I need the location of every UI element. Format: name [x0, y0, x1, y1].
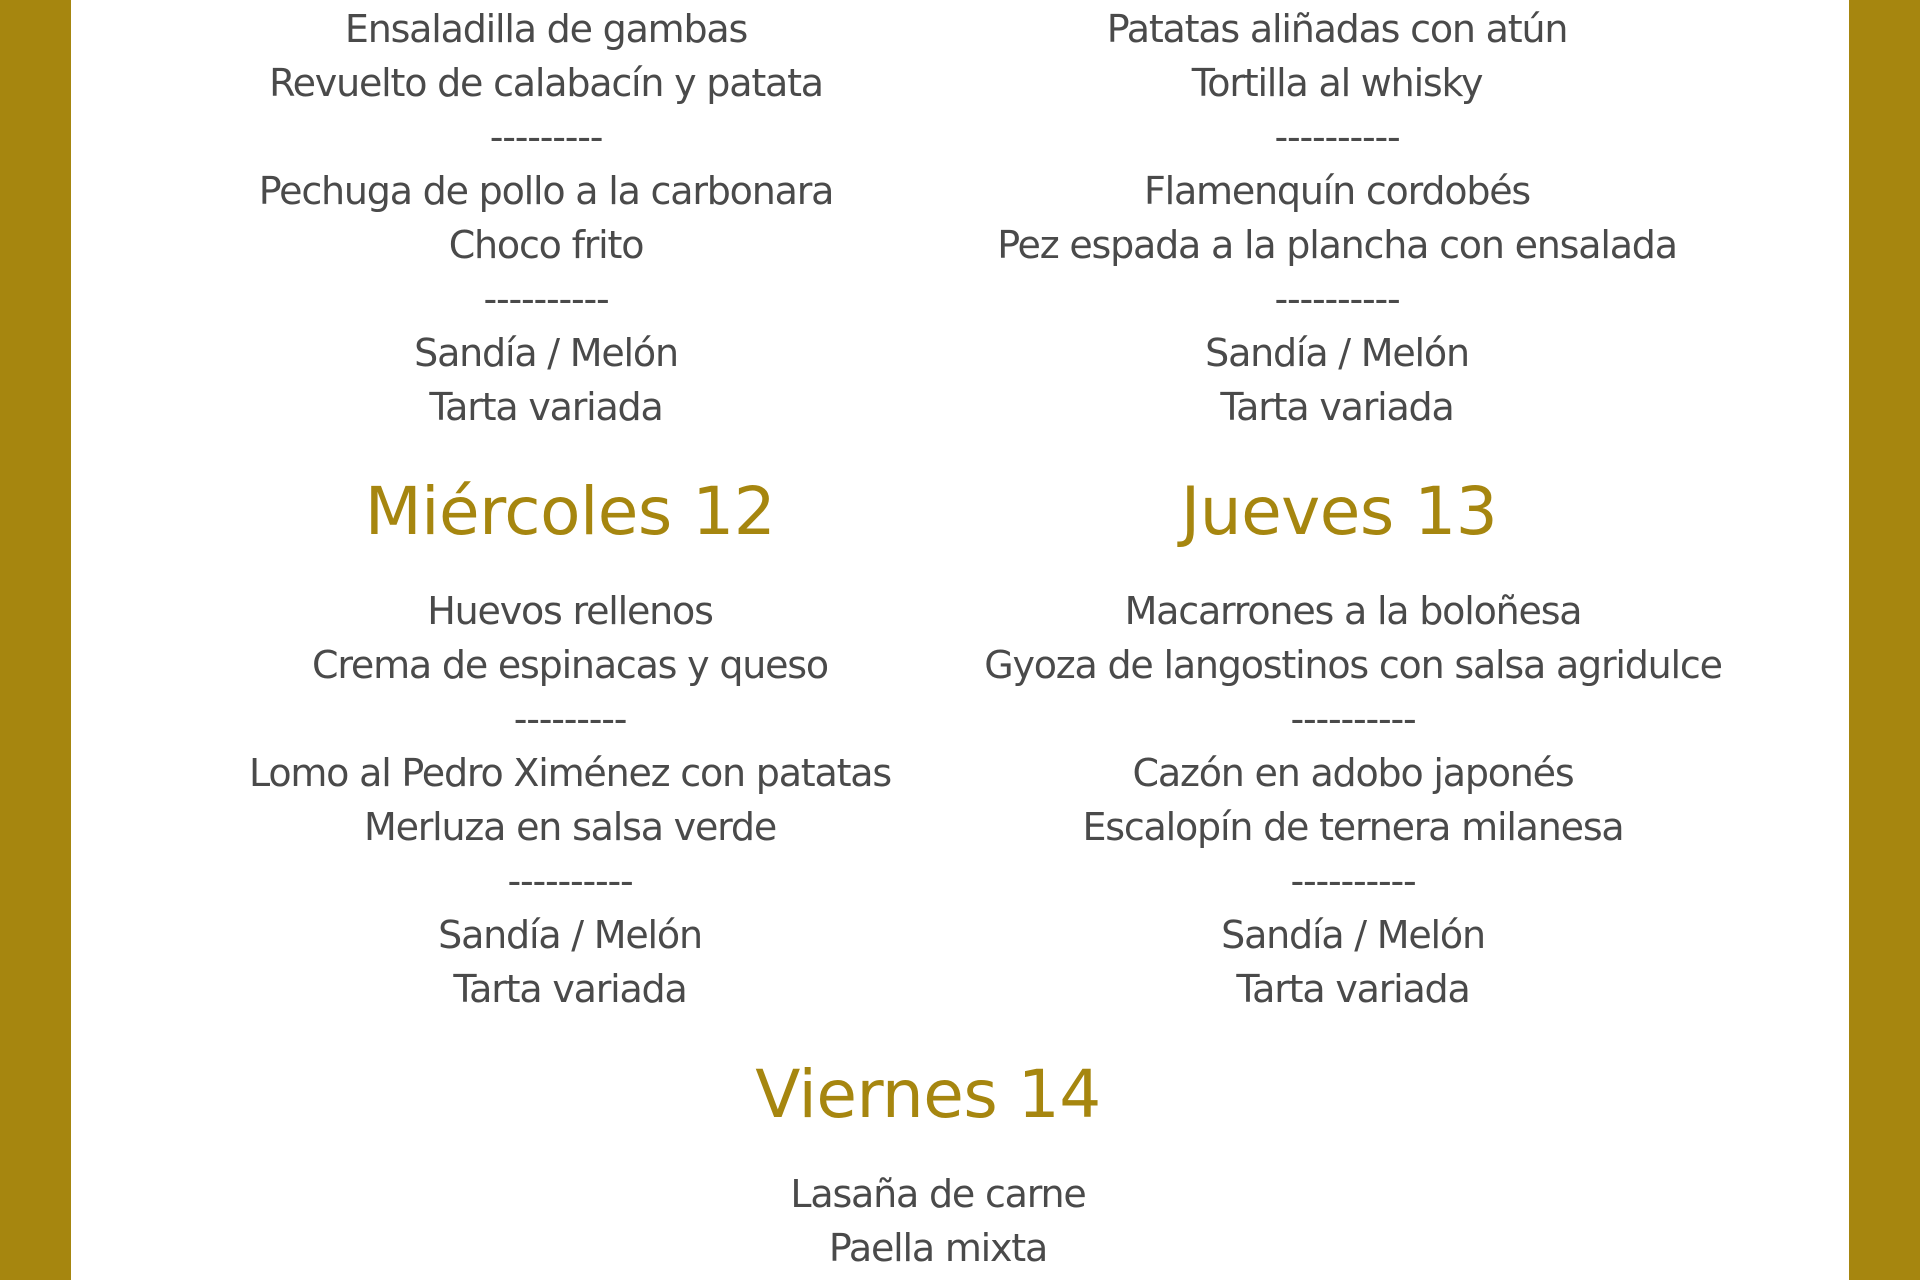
left-border [0, 0, 71, 1280]
day-block-thursday [943, 462, 1763, 1016]
menu-item: Cazón en adobo japonés [1132, 751, 1574, 795]
menu-item: Choco frito [448, 223, 644, 267]
menu-divider: ---------- [507, 859, 633, 903]
menu-item: Sandía / Melón [1205, 331, 1469, 375]
right-border [1849, 0, 1920, 1280]
menu-item: Tarta variada [1236, 967, 1470, 1011]
day-title: Miércoles 12 [364, 473, 776, 550]
menu-item: Gyoza de langostinos con salsa agridulce [984, 643, 1722, 687]
menu-item: Flamenquín cordobés [1143, 169, 1531, 213]
menu-item: Huevos rellenos [427, 589, 713, 633]
menu-item: Tarta variada [429, 385, 663, 429]
menu-item: Revuelto de calabacín y patata [269, 61, 823, 105]
menu-divider: ---------- [483, 277, 609, 321]
menu-item: Sandía / Melón [438, 913, 702, 957]
menu-item: Tarta variada [453, 967, 687, 1011]
menu-item: Pez espada a la plancha con ensalada [997, 223, 1677, 267]
menu-item: Lasaña de carne [790, 1172, 1086, 1216]
menu-item: Merluza en salsa verde [363, 805, 776, 849]
menu-item: Lomo al Pedro Ximénez con patatas [249, 751, 891, 795]
menu-block-top-left [136, 2, 956, 434]
day-block-wednesday [160, 462, 980, 1016]
menu-divider: ---------- [1274, 277, 1400, 321]
menu-divider: ---------- [1290, 697, 1416, 741]
menu-item: Tarta variada [1220, 385, 1454, 429]
menu-divider: ---------- [1290, 859, 1416, 903]
menu-item: Patatas aliñadas con atún [1106, 7, 1568, 51]
day-title: Jueves 13 [1180, 473, 1498, 550]
menu-item: Paella mixta [828, 1226, 1048, 1270]
menu-item: Macarrones a la boloñesa [1124, 589, 1582, 633]
menu-item: Ensaladilla de gambas [344, 7, 748, 51]
day-block-friday [528, 1045, 1348, 1275]
menu-item: Tortilla al whisky [1191, 61, 1483, 105]
menu-divider: --------- [489, 115, 603, 159]
menu-divider: ---------- [1274, 115, 1400, 159]
menu-item: Pechuga de pollo a la carbonara [258, 169, 834, 213]
menu-item: Crema de espinacas y queso [312, 643, 828, 687]
menu-block-top-right [927, 2, 1747, 434]
menu-item: Escalopín de ternera milanesa [1082, 805, 1624, 849]
day-title: Viernes 14 [755, 1056, 1101, 1133]
menu-divider: --------- [513, 697, 627, 741]
menu-item: Sandía / Melón [414, 331, 678, 375]
menu-item: Sandía / Melón [1221, 913, 1485, 957]
